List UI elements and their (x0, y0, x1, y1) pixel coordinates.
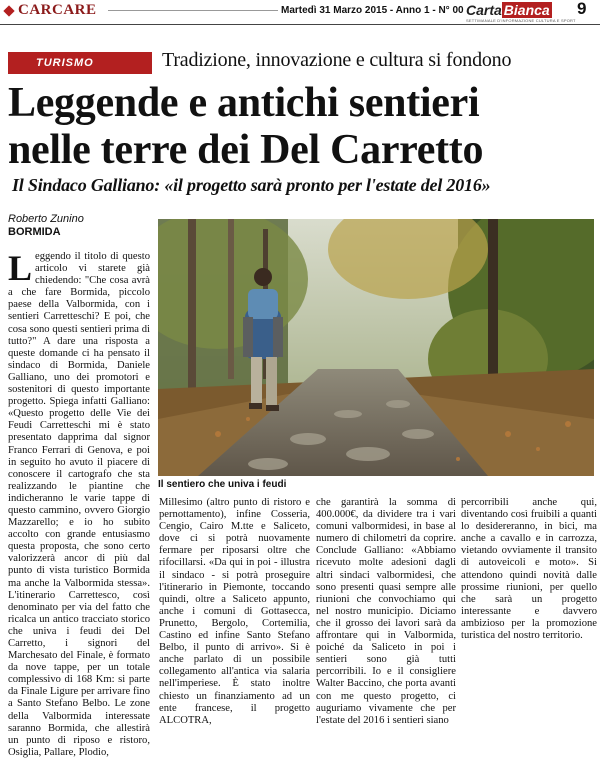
overline: Tradizione, innovazione e cultura si fondono (162, 49, 512, 71)
article-column-2 (159, 497, 310, 727)
newspaper-logo (466, 2, 576, 23)
headline-line-2: nelle terre dei Del Carretto (8, 127, 484, 173)
page-header (0, 0, 600, 24)
logo-word-carta: Carta (466, 2, 502, 18)
dateline-place: BORMIDA (8, 226, 61, 238)
column-4-text: percorribili anche qui, diventando così fruibili a quanti lo desidereranno, in bici, ma anche a cavallo e in carrozza, vietando ovviamente il transito di autoveicoli e moto». Si attendono quindi novità dalle prossime riunioni, per quello che sarà un progetto interessante e davvero ambizioso per la promozione turistica del nostro territorio. (461, 497, 597, 642)
photo-caption: Il sentiero che univa i feudi (158, 479, 287, 490)
column-3-text: che garantirà la somma di 400.000€, da dividere tra i vari comuni valbormidesi, in base al numero di chilometri da coprire. Conclude Galliano: «Abbiamo ricevuto molte adesioni dagli altri sindaci valbormidesi, che sono presenti quasi sempre alle riunioni che convochiamo qui nel nostro municipio. Diciamo che il grosso dei lavori sarà da affrontare qui in Valbormida, poiché da Saliceto in poi i sentieri sono già tutti percorribili. Io e il consigliere Walter Baccino, che porta avanti con me questo progetto, ci auguriamo vivamente che per l'estate del 2016 i sentieri siano (316, 497, 456, 726)
section-name: CARCARE (18, 2, 97, 18)
headline (8, 80, 598, 174)
drop-cap: L (8, 248, 33, 288)
header-divider (0, 24, 600, 25)
logo-word-bianca: Bianca (503, 2, 550, 18)
article-column-3 (316, 497, 456, 727)
header-rule (108, 10, 278, 11)
issue-date-line: Martedì 31 Marzo 2015 - Anno 1 - N° 00 (281, 5, 464, 16)
subheadline: Il Sindaco Galliano: «il progetto sarà pronto per l'estate del 2016» (12, 175, 491, 195)
column-1-text: eggendo il titolo di questo articolo vi starete già chiedendo: "Che cosa avrà a che fare Bormida, piccolo paese della Valbormida, con i sentieri Carretteschi? E poi, che cosa sono questi sentieri prima di tutto?" A dare una risposta a queste domande ci ha pensato il sindaco di Bormida, Daniele Galliano, uno dei promotori e sostenitori di questo importante progetto. Spiega infatti Galliano: «Questo progetto delle Vie dei Feudi Carretteschi mi è stato presentato dapprima dal signor Franco Ferrari di Genova, e poi in seguito ho avuto il piacere di conoscere il cartografo che sta realizzando le piantine che indicheranno le varie tappe di questo cammino, ovvero Giorgio Mazzarello; e io ho subito accolto con grande entusiasmo questa proposta, che sono certo valorizzerà ancor di più dal punto di vista turistico Bormida ma anche la Valbormida stessa». L'itinerario Carrettesco, così denominato per via del fatto che ricalca un antico tracciato storico che univa i feudi dei Del Carretto, i signori del Marchesato del Finale, è formato da nove tappe, per un totale complessivo di 168 Km: si parte da Finale Ligure per arrivare fino a Santo Stefano Belbo. Le zone della Valbormida interessate saranno Bormida, che allestirà un punto di riposo e ristoro, Osiglia, Pallare, Plodio, (8, 251, 150, 758)
logo-tagline: SETTIMANALE D'INFORMAZIONE CULTURA E SPORT (466, 18, 576, 23)
headline-line-1: Leggende e antichi sentieri (8, 80, 480, 126)
article-column-1 (8, 248, 150, 759)
section-kicker: TURISMO (8, 52, 152, 74)
section-marker-icon (3, 5, 14, 16)
forest-path-image (158, 219, 594, 476)
column-2-text: Millesimo (altro punto di ristoro e pernottamento), infine Cosseria, Cengio, Cairo M.tte e Saliceto, dove ci si potrà nuovamente fermare per riposarsi oltre che rifocillarsi. «Da qui in poi - illustra il sindaco - si potrà proseguire l'itinerario in Piemonte, toccando quindi, oltre a Saliceto appunto, anche i comuni di Gottasecca, Prunetto, Bergolo, Cortemilia, Castino ed infine Santo Stefano Belbo, il punto di arrivo». Si è anche parlato di un possibile collegamento all'antica via salaria nell'imperiese. È stato inoltre chiesto un finanziamento ad un ente francese, il progetto ALCOTRA, (159, 497, 310, 726)
article-column-4 (461, 497, 597, 642)
author-name: Roberto Zunino (8, 213, 84, 225)
page-number: 9 (577, 0, 587, 18)
article-photo (158, 219, 594, 476)
